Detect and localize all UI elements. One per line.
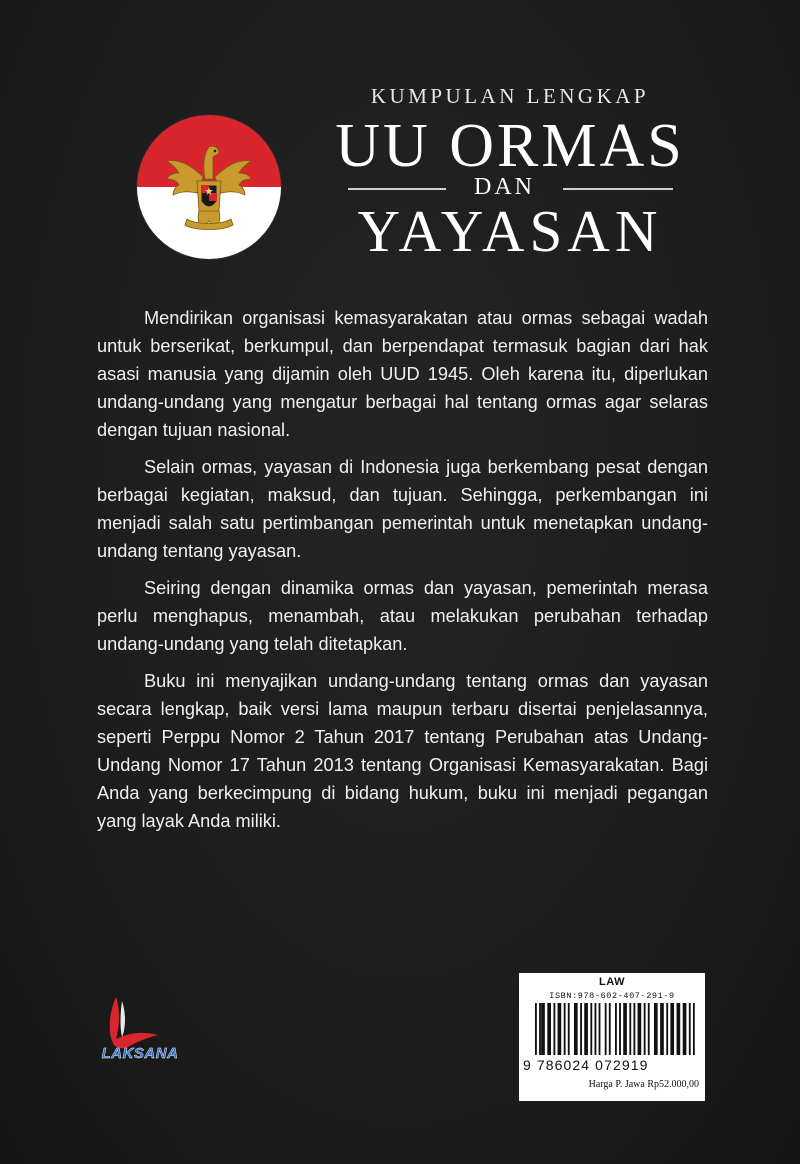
title-line-1: UU ORMAS xyxy=(335,112,685,180)
barcode-bar xyxy=(594,1003,596,1055)
title-rule-left xyxy=(348,188,446,190)
publisher-logo xyxy=(100,995,180,1070)
title-connector: DAN xyxy=(474,174,535,200)
barcode-bar xyxy=(689,1003,691,1055)
barcode-bar xyxy=(666,1003,668,1055)
blurb-paragraph: Seiring dengan dinamika ormas dan yayasan, pemerintah merasa perlu menghapus, menambah, atau melakukan perubahan terhadap undang-undang yang telah ditetapkan. xyxy=(97,577,708,655)
barcode-bar xyxy=(605,1003,607,1055)
barcode-bar xyxy=(683,1003,687,1055)
barcode-bar xyxy=(568,1003,570,1055)
barcode-bar xyxy=(547,1003,551,1055)
publisher-name: LAKSANA xyxy=(101,1045,179,1062)
barcode-bar xyxy=(654,1003,658,1055)
garuda-emblem-icon xyxy=(137,115,281,259)
barcode-bar xyxy=(535,1003,537,1055)
barcode-bar xyxy=(564,1003,566,1055)
barcode-bar xyxy=(553,1003,555,1055)
barcode-bar xyxy=(590,1003,592,1055)
barcode-bar xyxy=(558,1003,562,1055)
barcode-bar xyxy=(648,1003,650,1055)
series-kicker: KUMPULAN LENGKAP xyxy=(370,84,650,108)
barcode-bar xyxy=(539,1003,541,1055)
barcode-panel xyxy=(519,973,705,1101)
barcode-bar xyxy=(615,1003,617,1055)
barcode-bar xyxy=(693,1003,695,1055)
barcode-bar xyxy=(574,1003,578,1055)
barcode-bar xyxy=(599,1003,601,1055)
blurb-paragraph: Buku ini menyajikan undang-undang tentang ormas dan yayasan secara lengkap, baik versi lama maupun terbaru disertai penjelasannya, seperti Perppu Nomor 2 Tahun 2017 tentang Perubahan atas Undang-Undang Nomor 17 Tahun 2013 tentang Organisasi Kemasyarakatan. Bagi Anda yang berkecimpung di bidang hukum, buku ini menjadi pegangan yang layak Anda miliki. xyxy=(97,670,708,832)
barcode-bar xyxy=(609,1003,611,1055)
barcode-number: 9 786024 072919 xyxy=(523,1057,649,1073)
barcode-bars xyxy=(533,1003,697,1061)
blurb-paragraph: Mendirikan organisasi kemasyarakatan atau ormas sebagai wadah untuk berserikat, berkumpul, dan berpendapat termasuk bagian dari hak asasi manusia yang dijamin oleh UUD 1945. Oleh karena itu, diperlukan undang-undang yang mengatur berbagai hal tentang ormas agar selaras dengan tujuan nasional. xyxy=(97,308,708,441)
price-label: Harga P. Jawa Rp52.000,00 xyxy=(588,1079,699,1090)
barcode-bar xyxy=(677,1003,681,1055)
barcode-bar xyxy=(644,1003,646,1055)
title-line-2: YAYASAN xyxy=(357,198,663,264)
laksana-l-logo-icon xyxy=(100,995,180,1050)
barcode-bar xyxy=(623,1003,627,1055)
barcode-bar xyxy=(660,1003,664,1055)
barcode-bar xyxy=(629,1003,631,1055)
title-rule-right xyxy=(563,188,673,190)
blurb-paragraph: Selain ormas, yayasan di Indonesia juga berkembang pesat dengan berbagai kegiatan, maksud, dan tujuan. Sehingga, perkembangan ini menjadi salah satu pertimbangan pemerintah untuk menetapkan undang-undang tentang yayasan. xyxy=(97,456,708,562)
isbn-label: ISBN:978-602-407-291-9 xyxy=(549,991,675,1001)
barcode-bar xyxy=(670,1003,674,1055)
barcode-bar xyxy=(619,1003,621,1055)
barcode-bar xyxy=(584,1003,588,1055)
barcode-bar xyxy=(638,1003,642,1055)
book-category: LAW xyxy=(599,976,625,988)
barcode-bar xyxy=(633,1003,635,1055)
barcode-bar xyxy=(580,1003,582,1055)
book-blurb xyxy=(97,304,708,844)
barcode-bar xyxy=(541,1003,545,1055)
